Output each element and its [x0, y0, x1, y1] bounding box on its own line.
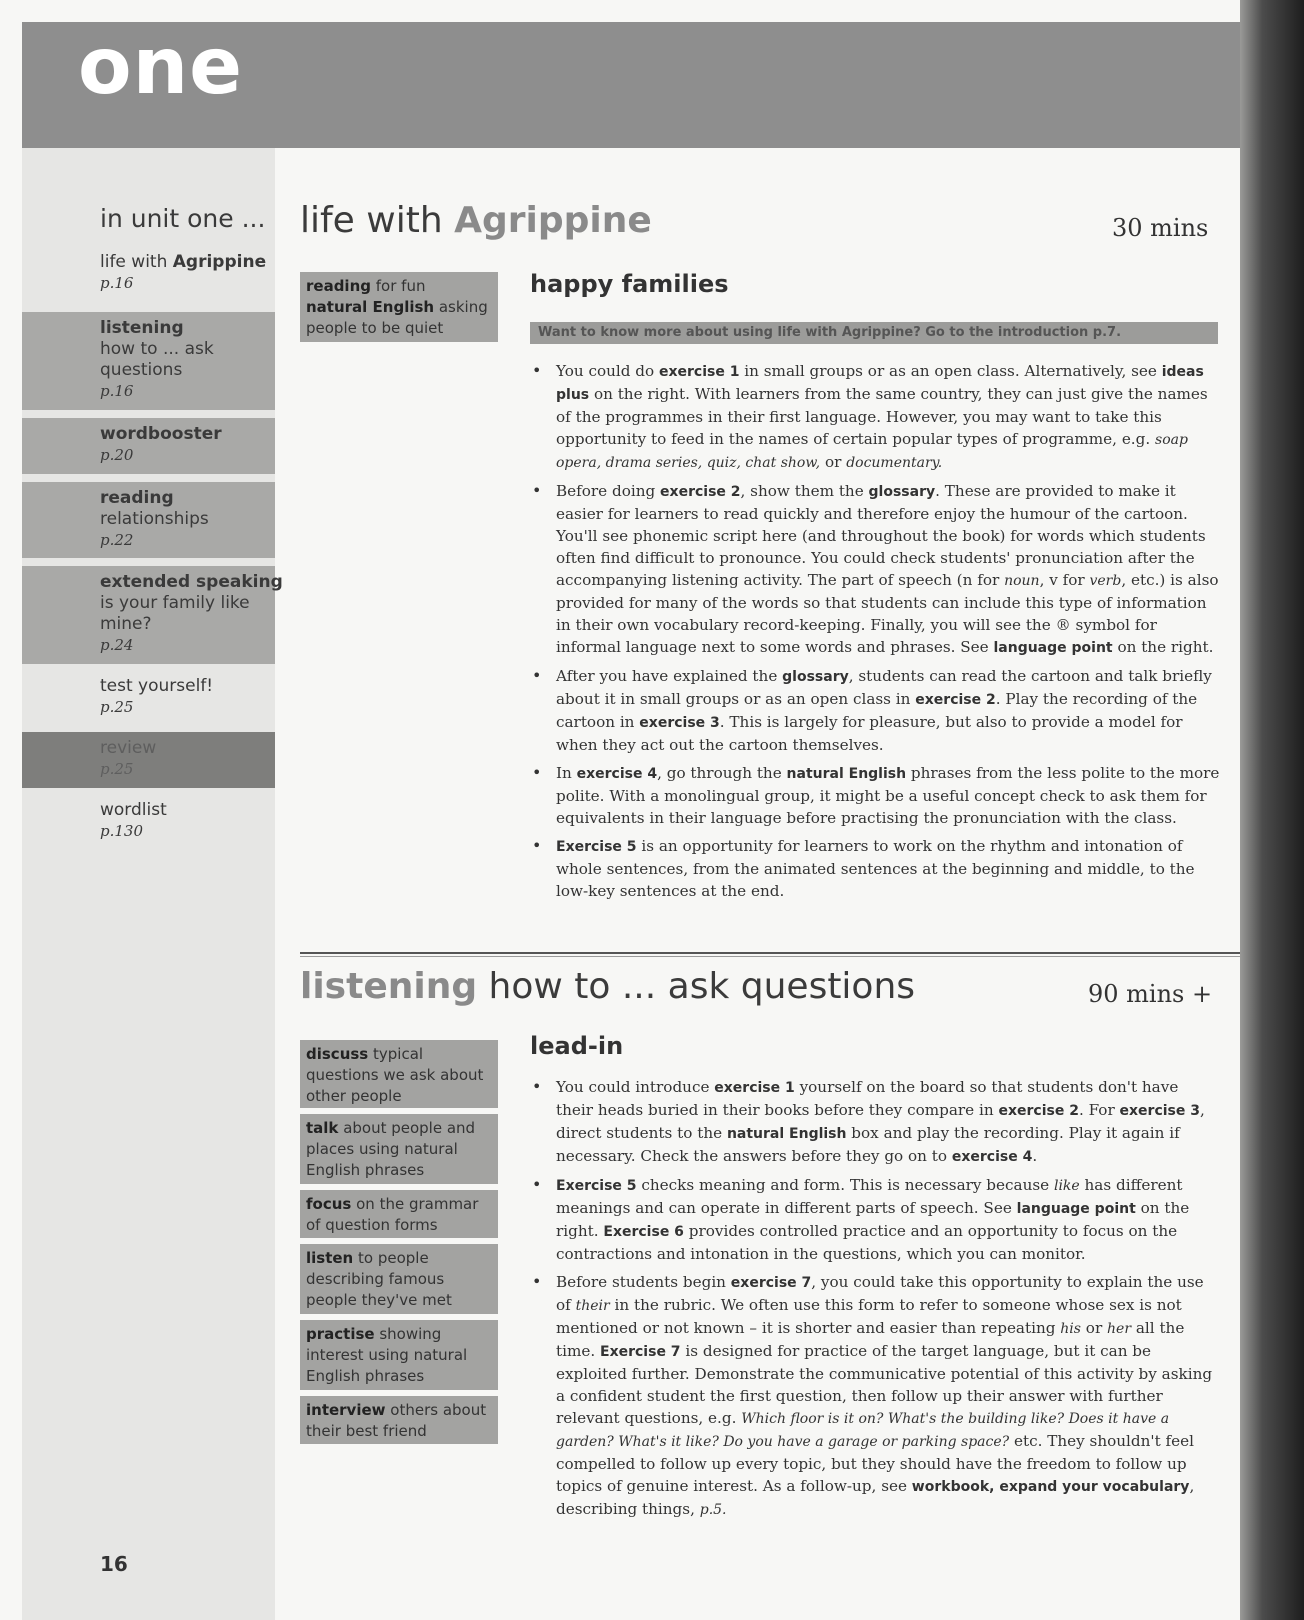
- aim-box: [300, 1190, 498, 1238]
- bullet-text-run: , describing things,: [556, 1477, 1195, 1518]
- aim-keyword: practise: [306, 1325, 375, 1343]
- bullet-text-run: is an opportunity for learners to work on the rhythm and intonation of whole sentences, from the animated sentences at the beginning and middle, to the low-key sentences at the end.: [556, 837, 1195, 900]
- aim-box: [300, 1320, 498, 1390]
- sidebar-item-label-bold: reading: [100, 488, 174, 508]
- bullet-text-run: on the right.: [1112, 638, 1214, 656]
- aim-keyword: reading: [306, 277, 371, 295]
- sidebar-item-review[interactable]: [22, 732, 275, 788]
- bullet-text-run: exercise 1: [714, 1080, 795, 1096]
- bullet-text-run: box and play the recording. Play it again if necessary. Check the answers before they go on to: [556, 1124, 1180, 1165]
- bullet-text-run: or: [1080, 1319, 1108, 1337]
- aim-text: others about their best friend: [306, 1401, 487, 1440]
- info-bar: Want to know more about using life with Agrippine? Go to the introduction p.7.: [530, 322, 1218, 344]
- sidebar-heading: in unit one ...: [100, 204, 266, 233]
- sidebar-item-test-yourself[interactable]: [22, 672, 275, 728]
- sidebar-item-wordlist[interactable]: [22, 798, 275, 854]
- bullet-text-run: his: [1060, 1321, 1081, 1337]
- bullet-text-run: exercise 3: [1119, 1103, 1200, 1119]
- bullet-text-run: soap opera, drama series, quiz, chat show,: [556, 432, 1188, 471]
- section-divider-thin: [300, 956, 1240, 957]
- bullet-text-run: natural English: [726, 1126, 847, 1142]
- bullet-text-run: provides controlled practice and an opportunity to focus on the contractions and intonation in the questions, which you can monitor.: [556, 1222, 1178, 1263]
- bullet-text-run: , you could take this opportunity to explain the use of: [556, 1273, 1204, 1314]
- section-aims-box: [300, 272, 498, 342]
- bullet-text-run: Before students begin: [556, 1273, 731, 1291]
- bullet-item: [530, 665, 1220, 756]
- bullet-text-run: documentary.: [846, 455, 943, 471]
- aim-keyword: natural English: [306, 298, 435, 316]
- bullet-text-run: , go through the: [657, 764, 787, 782]
- bullet-text-run: . Play the recording of the cartoon in: [556, 690, 1198, 731]
- bullet-text-run: exercise 2: [660, 484, 741, 500]
- sidebar-item-page: p.24: [100, 636, 134, 654]
- section-title-text: life with: [300, 200, 455, 241]
- bullet-text-run: language point: [993, 640, 1113, 656]
- section-aims-column: [300, 1040, 498, 1450]
- bullet-text-run: noun: [1004, 573, 1040, 589]
- bullet-text-run: exercise 1: [659, 364, 740, 380]
- bullet-text-run: Exercise 5: [556, 839, 637, 855]
- subheading-happy-families: happy families: [530, 270, 729, 298]
- bullet-item: [530, 1174, 1220, 1265]
- sidebar-item-reading[interactable]: [22, 482, 275, 558]
- aim-keyword: discuss: [306, 1045, 369, 1063]
- bullet-text-run: Exercise 7: [600, 1344, 681, 1360]
- bullet-text-run: or: [820, 453, 847, 471]
- aim-text: for fun: [371, 277, 426, 295]
- sidebar-item-label: life with: [100, 252, 173, 272]
- bullet-text-run: p.5.: [699, 1502, 727, 1518]
- section-title-text: how to ... ask questions: [477, 966, 916, 1007]
- sidebar-item-label: review: [100, 738, 157, 758]
- aim-text: typical questions we ask about other people: [306, 1045, 484, 1105]
- sidebar-item-label-bold: listening: [100, 318, 184, 338]
- aim-keyword: talk: [306, 1119, 339, 1137]
- section-title-agrippine: [300, 200, 652, 241]
- aim-box: [300, 1114, 498, 1184]
- section-title-listening: [300, 966, 915, 1007]
- bullet-text-run: . This is largely for pleasure, but also to provide a model for when they act out the cartoon themselves.: [556, 713, 1183, 754]
- bullet-text-run: Before doing: [556, 482, 661, 500]
- bullet-text-run: exercise 4: [951, 1149, 1033, 1165]
- sidebar-item-label-bold: wordbooster: [100, 424, 222, 444]
- unit-title: one: [78, 22, 244, 112]
- aim-box: [300, 1040, 498, 1108]
- section-divider: [300, 952, 1240, 954]
- aim-text: to people describing famous people they've met: [306, 1249, 452, 1309]
- aim-box: [300, 1396, 498, 1444]
- sidebar-item-page: p.25: [100, 760, 134, 778]
- aim-keyword: listen: [306, 1249, 354, 1267]
- bullet-item: [530, 360, 1220, 474]
- bullet-text-run: exercise 3: [639, 715, 720, 731]
- sidebar-item-page: p.16: [100, 382, 134, 400]
- sidebar-item-page: p.16: [100, 274, 134, 292]
- section-title-highlight: listening: [300, 966, 478, 1007]
- section-title-highlight: Agrippine: [454, 200, 652, 241]
- bullet-text-run: etc. They shouldn't feel compelled to follow up every topic, but they should have the freedom to follow up topics of genuine interest. As a follow-up, see: [556, 1432, 1194, 1495]
- subheading-lead-in: lead-in: [530, 1032, 624, 1060]
- aim-keyword: focus: [306, 1195, 352, 1213]
- bullet-text-run: checks meaning and form. This is necessary because: [636, 1176, 1054, 1194]
- teaching-notes-list: [530, 360, 1220, 908]
- bullet-text-run: You could introduce: [556, 1078, 715, 1096]
- bullet-text-run: , v for: [1039, 571, 1090, 589]
- bullet-text-run: , direct students to the: [556, 1101, 1205, 1142]
- bullet-text-run: .: [1032, 1147, 1038, 1165]
- sidebar-item-label-bold: extended speaking: [100, 572, 283, 592]
- bullet-text-run: exercise 2: [915, 692, 996, 708]
- bullet-item: [530, 762, 1220, 829]
- section-duration: 90 mins +: [1088, 980, 1213, 1008]
- bullet-text-run: glossary: [868, 484, 936, 500]
- sidebar-item-label: is your family like mine?: [100, 593, 250, 634]
- bullet-text-run: workbook, expand your vocabulary: [911, 1479, 1190, 1495]
- sidebar-item-wordbooster[interactable]: [22, 418, 275, 474]
- sidebar-item-page: p.130: [100, 822, 144, 840]
- bullet-text-run: Which floor is it on? What's the building like? Does it have a garden? What's it like? Do you have a garage or parking space?: [556, 1411, 1170, 1450]
- bullet-text-run: , etc.) is also provided for many of the words so that students can include this type of information in their own vocabulary record-keeping. Finally, you will see the ® symbol for informal language next to some words and phrases. See: [556, 571, 1219, 656]
- aim-box: [300, 1244, 498, 1314]
- bullet-text-run: like: [1053, 1178, 1080, 1194]
- bullet-text-run: language point: [1016, 1201, 1136, 1217]
- section-duration: 30 mins: [1112, 214, 1209, 242]
- bullet-text-run: natural English: [786, 766, 907, 782]
- bullet-text-run: their: [575, 1298, 610, 1314]
- bullet-text-run: In: [556, 764, 577, 782]
- bullet-text-run: exercise 7: [730, 1275, 812, 1291]
- bullet-text-run: her: [1107, 1321, 1132, 1337]
- bullet-text-run: . These are provided to make it easier for learners to read quickly and therefore enjoy the humour of the cartoon. You'll see phonemic script here (and throughout the book) for words which students often find difficult to pronounce. You could check students' pronunciation after the accompanying listening activity. The part of speech (n for: [556, 482, 1206, 589]
- aim-keyword: interview: [306, 1401, 386, 1419]
- bullet-text-run: exercise 4: [576, 766, 658, 782]
- bullet-text-run: Exercise 5: [556, 1178, 637, 1194]
- sidebar-item-label: how to ... ask questions: [100, 339, 214, 380]
- sidebar-item-listening[interactable]: [22, 312, 275, 410]
- bullet-text-run: on the right.: [556, 1199, 1190, 1240]
- bullet-text-run: yourself on the board so that students don't have their heads buried in their books before they compare in: [556, 1078, 1179, 1119]
- sidebar-item-extended-speaking[interactable]: [22, 566, 283, 664]
- sidebar-item-page: p.22: [100, 531, 134, 549]
- bullet-text-run: is designed for practice of the target language, but it can be exploited further. Demonstrate the communicative potential of this activity by asking a confident student the first question, then follow up their answer with further relevant questions, e.g.: [556, 1342, 1213, 1427]
- sidebar-item-page: p.25: [100, 698, 134, 716]
- bullet-text-run: . For: [1078, 1101, 1120, 1119]
- bullet-text-run: , students can read the cartoon and talk briefly about it in small groups or as an open class in: [556, 667, 1212, 708]
- teaching-notes-list: [530, 1076, 1220, 1527]
- page-number: 16: [100, 1552, 128, 1576]
- bullet-text-run: has different meanings and can operate in different parts of speech. See: [556, 1176, 1183, 1217]
- bullet-text-run: You could do: [556, 362, 659, 380]
- bullet-text-run: phrases from the less polite to the more polite. With a monolingual group, it might be a useful concept check to ask them for equivalents in their language before practising the pronunciation with the class.: [556, 764, 1220, 827]
- sidebar-item-label: wordlist: [100, 800, 167, 820]
- aim-text: on the grammar of question forms: [306, 1195, 479, 1234]
- bullet-item: [530, 480, 1220, 659]
- sidebar-item-agrippine[interactable]: [22, 250, 275, 308]
- bullet-text-run: ideas plus: [556, 364, 1204, 403]
- bullet-text-run: all the time.: [556, 1319, 1185, 1360]
- bullet-text-run: verb: [1089, 573, 1122, 589]
- bullet-text-run: Exercise 6: [603, 1224, 684, 1240]
- sidebar-item-label: test yourself!: [100, 676, 214, 696]
- bullet-item: [530, 1271, 1220, 1521]
- aim-text: showing interest using natural English phrases: [306, 1325, 468, 1385]
- bullet-text-run: glossary: [782, 669, 849, 685]
- bullet-item: [530, 835, 1220, 902]
- bullet-item: [530, 1076, 1220, 1168]
- bullet-text-run: After you have explained the: [556, 667, 783, 685]
- bullet-text-run: in small groups or as an open class. Alternatively, see: [739, 362, 1162, 380]
- bullet-text-run: in the rubric. We often use this form to refer to someone whose sex is not mentioned or not known – it is shorter and easier than repeating: [556, 1296, 1182, 1337]
- bullet-text-run: on the right. With learners from the same country, they can just give the names of the programmes in their first language. However, you may want to take this opportunity to feed in the names of certain popular types of programme, e.g.: [556, 385, 1208, 448]
- bullet-text-run: , show them the: [740, 482, 869, 500]
- sidebar-item-label-bold: Agrippine: [172, 252, 267, 272]
- aim-text: asking people to be quiet: [306, 298, 488, 337]
- sidebar-item-label: relationships: [100, 509, 209, 529]
- book-spine-shadow: [1240, 0, 1304, 1620]
- bullet-text-run: exercise 2: [998, 1103, 1079, 1119]
- aim-text: about people and places using natural English phrases: [306, 1119, 476, 1179]
- sidebar-item-page: p.20: [100, 446, 134, 464]
